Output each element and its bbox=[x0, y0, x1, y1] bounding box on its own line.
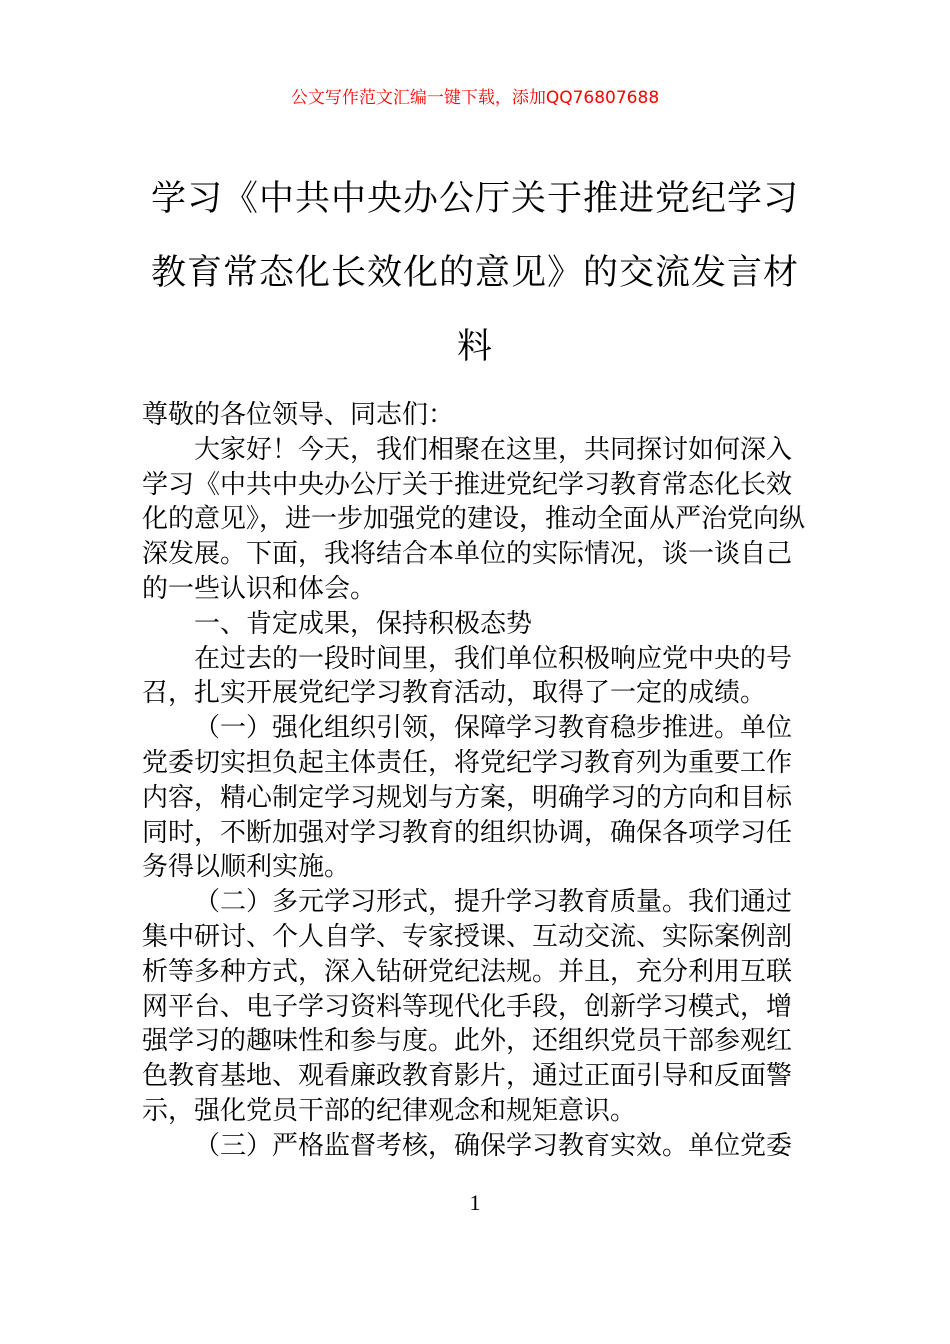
document-body bbox=[142, 398, 810, 1164]
paragraph: （二）多元学习形式，提升学习教育质量。我们通过集中研讨、个人自学、专家授课、互动交流、实际案例剖析等多种方式，深入钻研党纪法规。并且，充分利用互联网平台、电子学习资料等现代化手段，创新学习模式，增强学习的趣味性和参与度。此外，还组织党员干部参观红色教育基地、观看廉政教育影片，通过正面引导和反面警示，强化党员干部的纪律观念和规矩意识。 bbox=[142, 887, 793, 1126]
paragraph-intro: 大家好！今天，我们相聚在这里，共同探讨如何深入学习《中共中央办公厅关于推进党纪学习教育常态化长效化的意见》，进一步加强党的建设，推动全面从严治党向纵深发展。下面，我将结合本单位的实际情况，谈一谈自己的一些认识和体会。 bbox=[142, 434, 806, 604]
page-number: 1 bbox=[469, 1190, 481, 1215]
title-line: 料 bbox=[456, 327, 493, 367]
salutation: 尊敬的各位领导、同志们： bbox=[142, 400, 455, 430]
document-title bbox=[140, 162, 810, 384]
paragraph: （三）严格监督考核，确保学习教育实效。单位党委 bbox=[194, 1130, 793, 1161]
promo-banner: 公文写作范文汇编一键下载，添加QQ76807688 bbox=[290, 88, 660, 108]
section-heading: 一、肯定成果，保持积极态势 bbox=[194, 608, 533, 639]
paragraph: 在过去的一段时间里，我们单位积极响应党中央的号召，扎实开展党纪学习教育活动，取得了一定的成绩。 bbox=[142, 643, 793, 709]
paragraph: （一）强化组织引领，保障学习教育稳步推进。单位党委切实担负起主体责任，将党纪学习教育列为重要工作内容，精心制定学习规划与方案，明确学习的方向和目标同时，不断加强对学习教育的组织协调，确保各项学习任务得以顺利实施。 bbox=[142, 713, 793, 883]
title-line: 教育常态化长效化的意见》的交流发言材 bbox=[150, 253, 799, 293]
title-line: 学习《中共中央办公厅关于推进党纪学习 bbox=[150, 179, 799, 219]
